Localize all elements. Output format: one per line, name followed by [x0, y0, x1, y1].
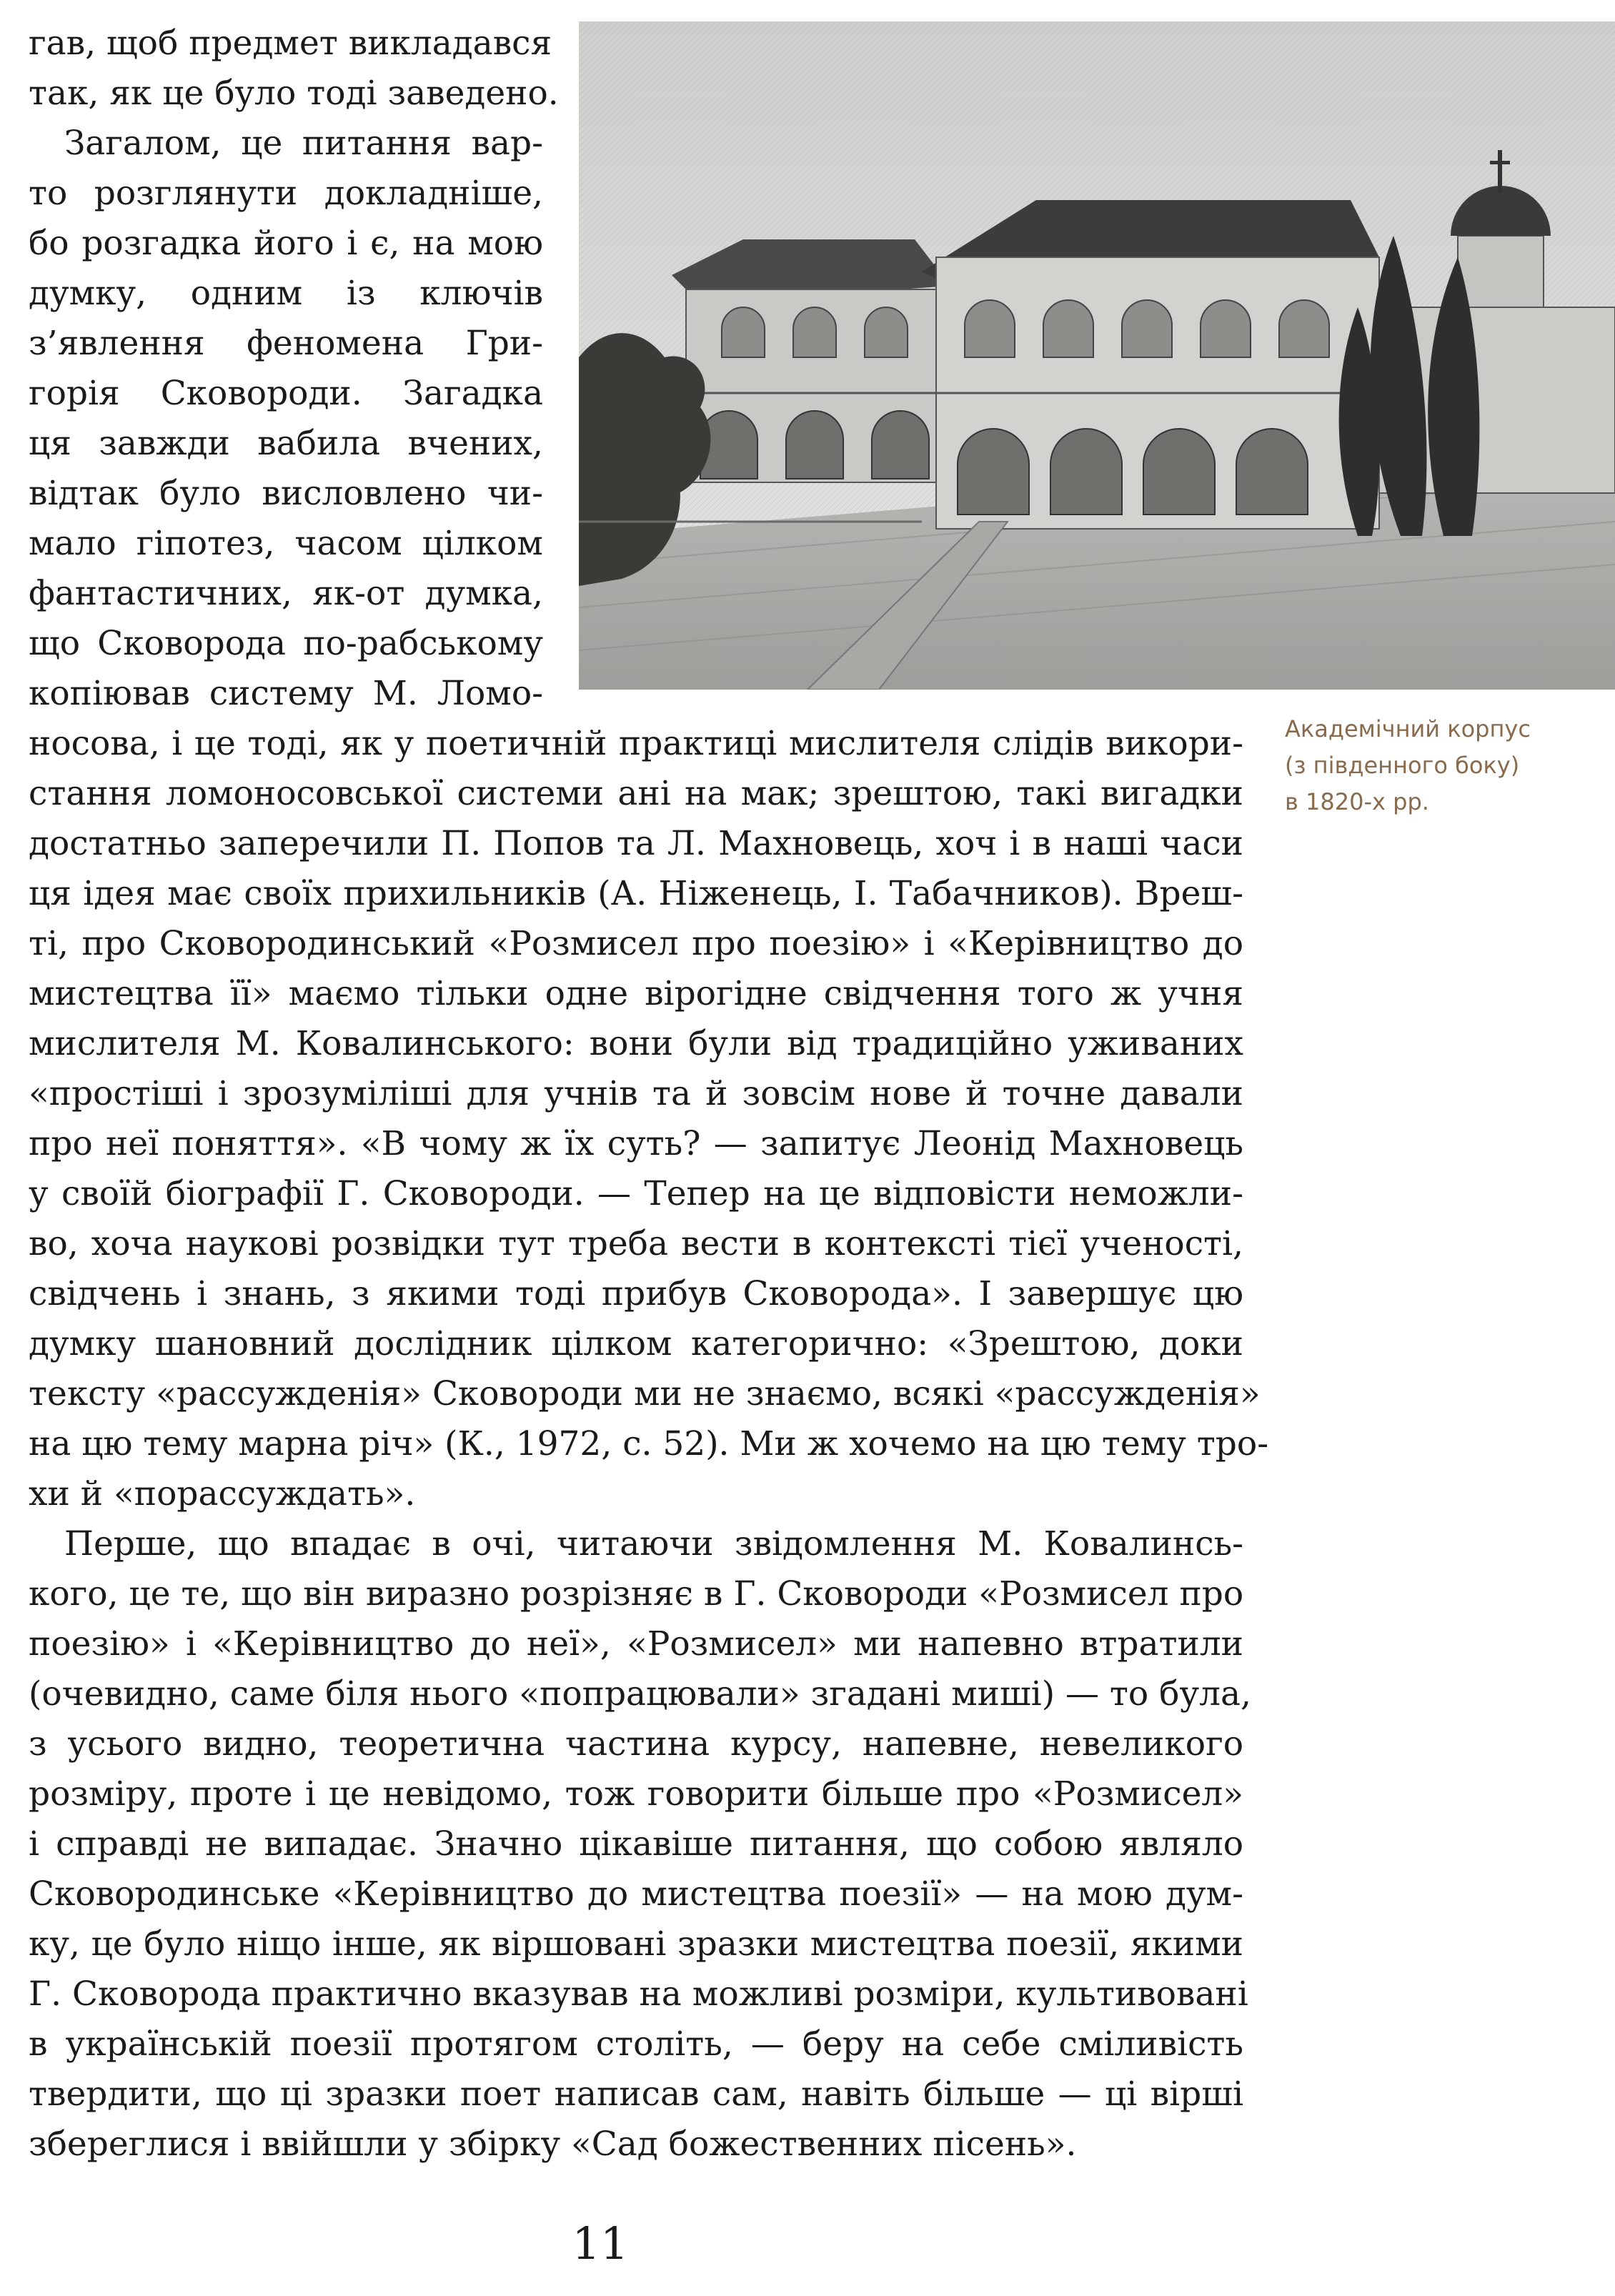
caption-line: (з південного боку) [1285, 752, 1520, 779]
text-line: копіював систему М. Ломо- [29, 674, 543, 713]
text-line: розміру, проте і це невідомо, тож говорити більше про «Розмисел» [29, 1774, 1243, 1814]
text-line: Перше, що впадає в очі, читаючи звідомлення М. Ковалинсь- [64, 1524, 1243, 1564]
text-line: в українській поезії протягом століть, — беру на себе сміливість [29, 2024, 1243, 2064]
text-line: достатньо заперечили П. Попов та Л. Махновець, хоч і в наші часи [29, 824, 1243, 863]
text-line: мистецтва її» маємо тільки одне вірогідне свідчення того ж учня [29, 974, 1243, 1013]
caption-line: в 1820-х рр. [1285, 788, 1429, 815]
text-line: свідчень і знань, з якими тоді прибув Сковорода». І завершує цю [29, 1274, 1243, 1313]
text-line: з усього видно, теоретична частина курсу, напевне, невеликого [29, 1724, 1243, 1764]
caption-line: Академічний корпус [1285, 715, 1531, 742]
text-line: кого, це те, що він виразно розрізняє в Г. Сковороди «Розмисел про [29, 1574, 1244, 1614]
building-drawing [579, 21, 1615, 690]
text-line: бо розгадка його і є, на мою [29, 224, 543, 263]
text-line: носова, і це тоді, як у поетичній практиці мислителя слідів викори- [29, 724, 1243, 763]
text-line: так, як це було тоді заведено. [29, 74, 559, 113]
academic-building-illustration [579, 21, 1615, 690]
text-line: що Сковорода по-рабському [29, 624, 543, 663]
text-line: во, хоча наукові розвідки тут треба вести в контексті тієї ученості, [29, 1224, 1243, 1263]
text-line: збереглися і ввійшли у збірку «Сад божественних пісень». [29, 2124, 1077, 2164]
text-line: твердити, що ці зразки поет написав сам, навіть більше — ці вірші [29, 2074, 1243, 2114]
text-line: (очевидно, саме біля нього «попрацювали» згадані миші) — то була, [29, 1674, 1251, 1714]
text-line: фантастичних, як-от думка, [29, 574, 543, 613]
text-line: «простіші і зрозуміліші для учнів та й зовсім нове й точне давали [29, 1074, 1243, 1113]
text-line: про неї поняття». «В чому ж їх суть? — запитує Леонід Махновець [29, 1124, 1243, 1163]
text-line: Сковородинське «Керівництво до мистецтва поезії» — на мою дум- [29, 1874, 1243, 1914]
text-line: горія Сковороди. Загадка [29, 374, 543, 413]
page-number: 11 [572, 2217, 629, 2270]
text-line: ця завжди вабила вчених, [29, 424, 543, 463]
text-line: у своїй біографії Г. Сковороди. — Тепер на це відповісти неможли- [29, 1174, 1243, 1213]
text-line: гав, щоб предмет викладався [29, 24, 552, 63]
text-line: стання ломоносовської системи ані на мак; зрештою, такі вигадки [29, 774, 1243, 813]
text-line: Загалом, це питання вар- [64, 124, 543, 163]
text-line: ті, про Сковородинський «Розмисел про поезію» і «Керівництво до [29, 924, 1243, 963]
figure-caption [1285, 711, 1585, 820]
text-line: мислителя М. Ковалинського: вони були від традиційно уживаних [29, 1024, 1243, 1063]
text-line: тексту «рассужденія» Сковороди ми не знаємо, всякі «рассужденія» [29, 1374, 1261, 1413]
text-line: ця ідея має своїх прихильників (А. Ніженець, І. Табачников). Вреш- [29, 874, 1243, 913]
text-line: поезію» і «Керівництво до неї», «Розмисел» ми напевно втратили [29, 1624, 1243, 1664]
text-line: думку, одним із ключів [29, 274, 543, 313]
text-line: хи й «порассуждать». [29, 1474, 416, 1514]
text-line: Г. Сковорода практично вказував на можливі розміри, культивовані [29, 1974, 1248, 2014]
text-line: і справді не випадає. Значно цікавіше питання, що собою являло [29, 1824, 1243, 1864]
text-line: думку шановний дослідник цілком категорично: «Зрештою, доки [29, 1324, 1243, 1363]
text-line: мало гіпотез, часом цілком [29, 524, 543, 563]
text-line: відтак було висловлено чи- [29, 474, 543, 513]
text-line: ку, це було ніщо інше, як віршовані зразки мистецтва поезії, якими [29, 1924, 1243, 1964]
text-line: то розглянути докладніше, [29, 174, 543, 213]
text-line: з’явлення феномена Гри- [29, 324, 543, 363]
text-line: на цю тему марна річ» (К., 1972, с. 52). Ми ж хочемо на цю тему тро- [29, 1424, 1269, 1463]
